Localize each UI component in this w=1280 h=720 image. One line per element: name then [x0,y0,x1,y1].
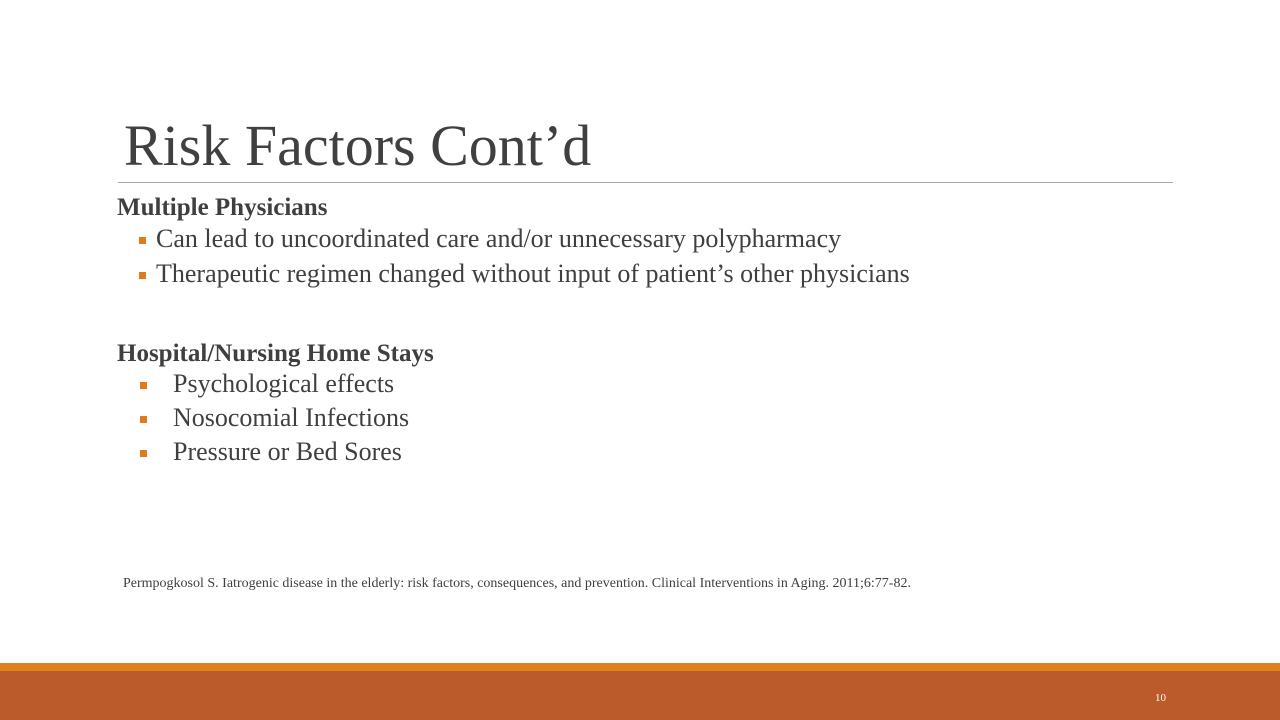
bullet-square-icon [139,237,146,244]
citation: Permpogkosol S. Iatrogenic disease in the elderly: risk factors, consequences, and prevention. Clinical Interventions in Aging. 2011;6:77-82. [123,576,911,591]
bullet-item [173,369,394,399]
bullet-square-icon [140,382,147,389]
bullet-text: Nosocomial Infections [173,403,410,432]
bullet-item [173,403,409,433]
page-number: 10 [1155,692,1166,704]
bullet-item [156,224,841,254]
bullet-text: Pressure or Bed Sores [173,437,402,466]
title-divider [118,182,1173,183]
bullet-item [156,259,910,289]
bullet-text: Can lead to uncoordinated care and/or unnecessary polypharmacy [156,224,842,253]
bullet-text: Therapeutic regimen changed without input of patient’s other physicians [156,259,910,288]
bullet-item [173,437,402,467]
bullet-square-icon [140,416,147,423]
footer-band [0,671,1280,720]
bullet-square-icon [140,450,147,457]
bullet-text: Psychological effects [173,369,395,398]
section-heading-multiple-physicians: Multiple Physicians [117,194,328,221]
slide-title: Risk Factors Cont’d [124,113,592,178]
bullet-square-icon [139,272,146,279]
section-heading-hospital-nursing-home-stays: Hospital/Nursing Home Stays [117,340,434,367]
footer-accent-bar [0,663,1280,671]
